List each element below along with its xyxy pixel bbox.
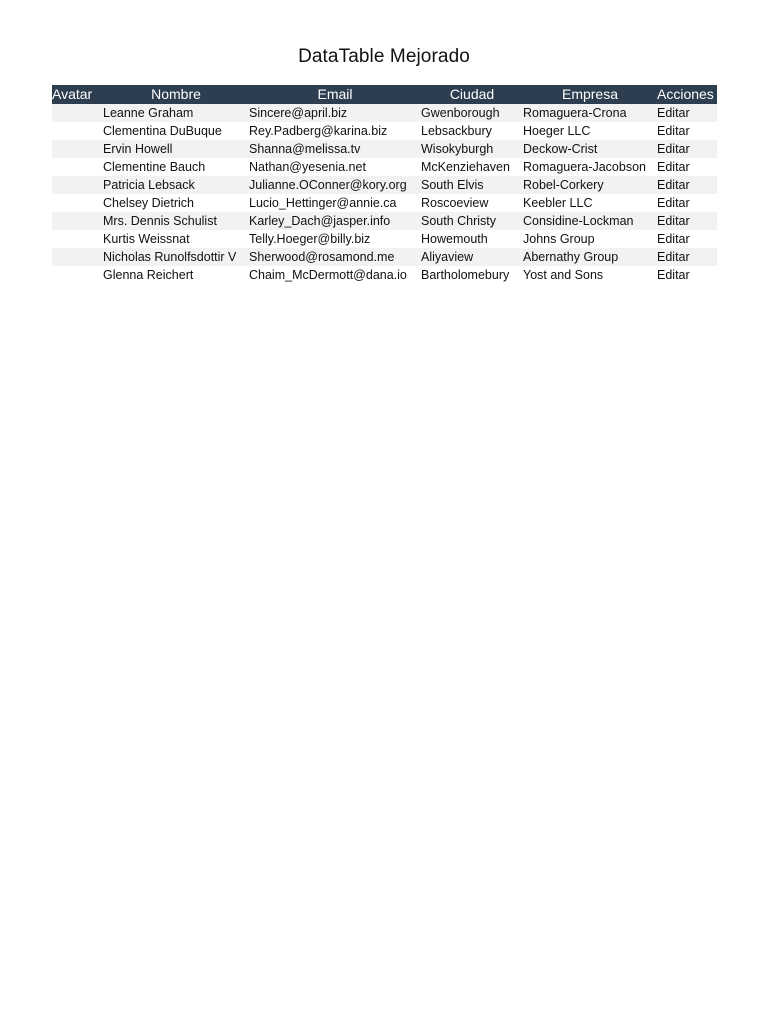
table-row: [52, 248, 717, 266]
avatar-cell: [52, 230, 103, 248]
cell-ciudad: Wisokyburgh: [421, 142, 494, 156]
header-nombre[interactable]: Nombre: [151, 86, 201, 102]
cell-email: Chaim_McDermott@dana.io: [249, 268, 407, 282]
avatar-cell: [52, 122, 103, 140]
avatar-cell: [52, 176, 103, 194]
edit-button[interactable]: Editar: [657, 196, 690, 210]
header-ciudad[interactable]: Ciudad: [449, 86, 495, 102]
cell-ciudad: South Elvis: [421, 178, 484, 192]
cell-nombre: Patricia Lebsack: [103, 178, 195, 192]
cell-ciudad: McKenziehaven: [421, 160, 510, 174]
table-header: [52, 85, 717, 104]
header-avatar[interactable]: Avatar: [52, 86, 93, 102]
cell-empresa: Hoeger LLC: [523, 124, 591, 138]
cell-empresa: Abernathy Group: [523, 250, 619, 264]
cell-email: Rey.Padberg@karina.biz: [249, 124, 388, 138]
header-acciones: Acciones: [657, 86, 714, 102]
cell-nombre: Clementine Bauch: [103, 160, 206, 174]
cell-empresa: Johns Group: [523, 232, 595, 246]
edit-button[interactable]: Editar: [657, 124, 690, 138]
table-row: [52, 176, 717, 194]
cell-nombre: Chelsey Dietrich: [103, 196, 195, 210]
edit-button[interactable]: Editar: [657, 232, 690, 246]
cell-ciudad: Aliyaview: [421, 250, 474, 264]
avatar-cell: [52, 194, 103, 212]
cell-nombre: Ervin Howell: [103, 142, 173, 156]
cell-empresa: Considine-Lockman: [523, 214, 634, 228]
table-row: [52, 140, 717, 158]
avatar-cell: [52, 248, 103, 266]
edit-button[interactable]: Editar: [657, 160, 690, 174]
avatar-cell: [52, 212, 103, 230]
cell-nombre: Kurtis Weissnat: [103, 232, 190, 246]
edit-button[interactable]: Editar: [657, 142, 690, 156]
edit-button[interactable]: Editar: [657, 106, 690, 120]
cell-email: Shanna@melissa.tv: [249, 142, 361, 156]
cell-empresa: Robel-Corkery: [523, 178, 604, 192]
table-row: [52, 212, 717, 230]
cell-nombre: Clementina DuBuque: [103, 124, 222, 138]
cell-ciudad: Lebsackbury: [421, 124, 492, 138]
avatar-cell: [52, 158, 103, 176]
cell-email: Telly.Hoeger@billy.biz: [249, 232, 371, 246]
cell-email: Sherwood@rosamond.me: [249, 250, 395, 264]
cell-email: Lucio_Hettinger@annie.ca: [249, 196, 397, 210]
table-row: [52, 122, 717, 140]
table-row: [52, 194, 717, 212]
page-title: DataTable Mejorado: [298, 46, 470, 67]
table-body: [52, 104, 717, 284]
edit-button[interactable]: Editar: [657, 214, 690, 228]
table-row: [52, 230, 717, 248]
table-row: [52, 158, 717, 176]
cell-ciudad: Howemouth: [421, 232, 488, 246]
cell-email: Karley_Dach@jasper.info: [249, 214, 391, 228]
data-table: [52, 85, 717, 284]
header-empresa[interactable]: Empresa: [561, 86, 619, 102]
cell-ciudad: Roscoeview: [421, 196, 489, 210]
cell-empresa: Romaguera-Crona: [523, 106, 627, 120]
edit-button[interactable]: Editar: [657, 268, 690, 282]
cell-email: Sincere@april.biz: [249, 106, 348, 120]
header-email[interactable]: Email: [317, 86, 353, 102]
table-row: [52, 104, 717, 122]
cell-ciudad: Bartholomebury: [421, 268, 510, 282]
avatar-cell: [52, 104, 103, 122]
cell-empresa: Yost and Sons: [523, 268, 604, 282]
cell-nombre: Leanne Graham: [103, 106, 194, 120]
cell-ciudad: Gwenborough: [421, 106, 500, 120]
edit-button[interactable]: Editar: [657, 178, 690, 192]
cell-nombre: Nicholas Runolfsdottir V: [103, 250, 237, 264]
cell-email: Julianne.OConner@kory.org: [249, 178, 407, 192]
cell-empresa: Deckow-Crist: [523, 142, 598, 156]
cell-empresa: Keebler LLC: [523, 196, 593, 210]
header-row: [52, 85, 717, 104]
avatar-cell: [52, 266, 103, 284]
cell-ciudad: South Christy: [421, 214, 497, 228]
cell-nombre: Mrs. Dennis Schulist: [103, 214, 217, 228]
cell-nombre: Glenna Reichert: [103, 268, 194, 282]
edit-button[interactable]: Editar: [657, 250, 690, 264]
table-row: [52, 266, 717, 284]
avatar-cell: [52, 140, 103, 158]
cell-empresa: Romaguera-Jacobson: [523, 160, 646, 174]
cell-email: Nathan@yesenia.net: [249, 160, 366, 174]
